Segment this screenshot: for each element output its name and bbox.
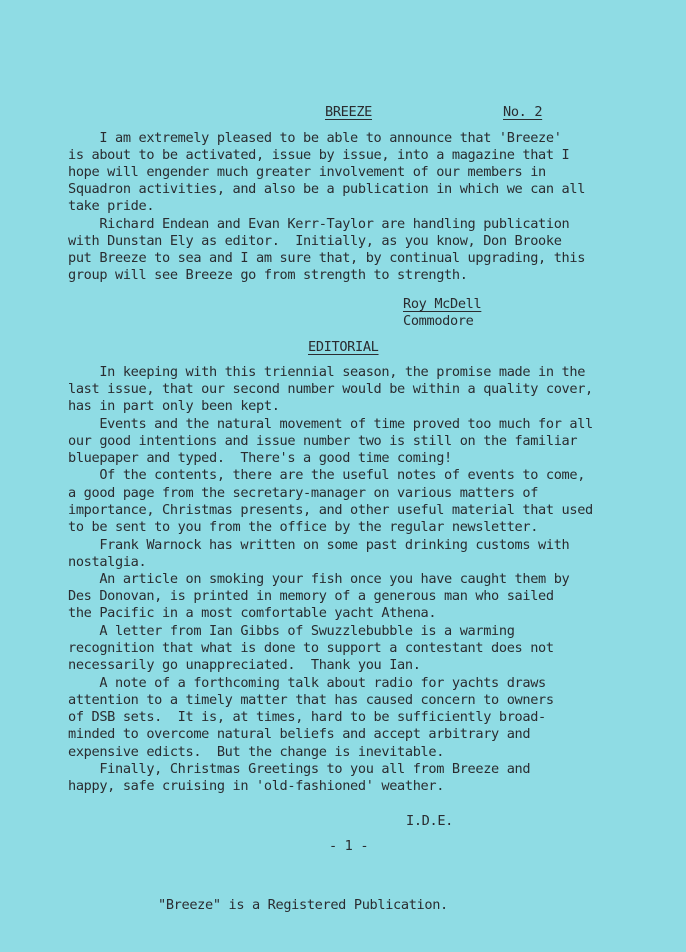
editorial-line: bluepaper and typed. There's a good time coming! — [68, 450, 452, 466]
editorial-line: A note of a forthcoming talk about radio for yachts draws — [68, 675, 546, 691]
editorial-line: has in part only been kept. — [68, 398, 280, 414]
signature-role: Commodore — [403, 313, 474, 329]
editorial-line: attention to a timely matter that has caused concern to owners — [68, 692, 554, 708]
editorial-line: to be sent to you from the office by the regular newsletter. — [68, 519, 539, 535]
intro-line: I am extremely pleased to be able to announce that 'Breeze' — [68, 130, 562, 146]
editorial-line: Frank Warnock has written on some past drinking customs with — [68, 537, 570, 553]
intro-line: put Breeze to sea and I am sure that, by continual upgrading, this — [68, 250, 586, 266]
editorial-line: Of the contents, there are the useful notes of events to come, — [68, 467, 586, 483]
page-number: - 1 - — [329, 838, 369, 854]
editorial-line: happy, safe cruising in 'old-fashioned' weather. — [68, 778, 445, 794]
editorial-line: of DSB sets. It is, at times, hard to be sufficiently broad- — [68, 709, 546, 725]
editor-initials: I.D.E. — [406, 813, 454, 829]
footer-note: "Breeze" is a Registered Publication. — [158, 897, 448, 913]
editorial-line: Finally, Christmas Greetings to you all from Breeze and — [68, 761, 531, 777]
editorial-line: Des Donovan, is printed in memory of a generous man who sailed — [68, 588, 554, 604]
intro-line: group will see Breeze go from strength to strength. — [68, 267, 468, 283]
editorial-line: necessarily go unappreciated. Thank you Ian. — [68, 657, 421, 673]
editorial-line: An article on smoking your fish once you have caught them by — [68, 571, 570, 587]
intro-line: Richard Endean and Evan Kerr-Taylor are handling publication — [68, 216, 570, 232]
editorial-line: recognition that what is done to support a contestant does not — [68, 640, 554, 656]
editorial-line: Events and the natural movement of time proved too much for all — [68, 416, 593, 432]
intro-line: take pride. — [68, 198, 155, 214]
editorial-line: minded to overcome natural beliefs and accept arbitrary and — [68, 726, 531, 742]
editorial-line: nostalgia. — [68, 554, 147, 570]
editorial-heading: EDITORIAL — [308, 339, 379, 355]
editorial-line: expensive edicts. But the change is inevitable. — [68, 744, 445, 760]
intro-line: hope will engender much greater involvement of our members in — [68, 164, 546, 180]
editorial-line: importance, Christmas presents, and other useful material that used — [68, 502, 593, 518]
editorial-line: A letter from Ian Gibbs of Swuzzlebubble is a warming — [68, 623, 515, 639]
intro-line: is about to be activated, issue by issue, into a magazine that I — [68, 147, 570, 163]
masthead-title: BREEZE — [325, 104, 373, 120]
issue-number: No. 2 — [503, 104, 543, 120]
intro-line: Squadron activities, and also be a publication in which we can all — [68, 181, 586, 197]
editorial-line: the Pacific in a most comfortable yacht Athena. — [68, 605, 437, 621]
signature-name: Roy McDell — [403, 296, 482, 312]
editorial-line: In keeping with this triennial season, the promise made in the — [68, 364, 586, 380]
editorial-line: our good intentions and issue number two is still on the familiar — [68, 433, 578, 449]
intro-line: with Dunstan Ely as editor. Initially, as you know, Don Brooke — [68, 233, 562, 249]
editorial-line: a good page from the secretary-manager on various matters of — [68, 485, 539, 501]
editorial-line: last issue, that our second number would be within a quality cover, — [68, 381, 593, 397]
